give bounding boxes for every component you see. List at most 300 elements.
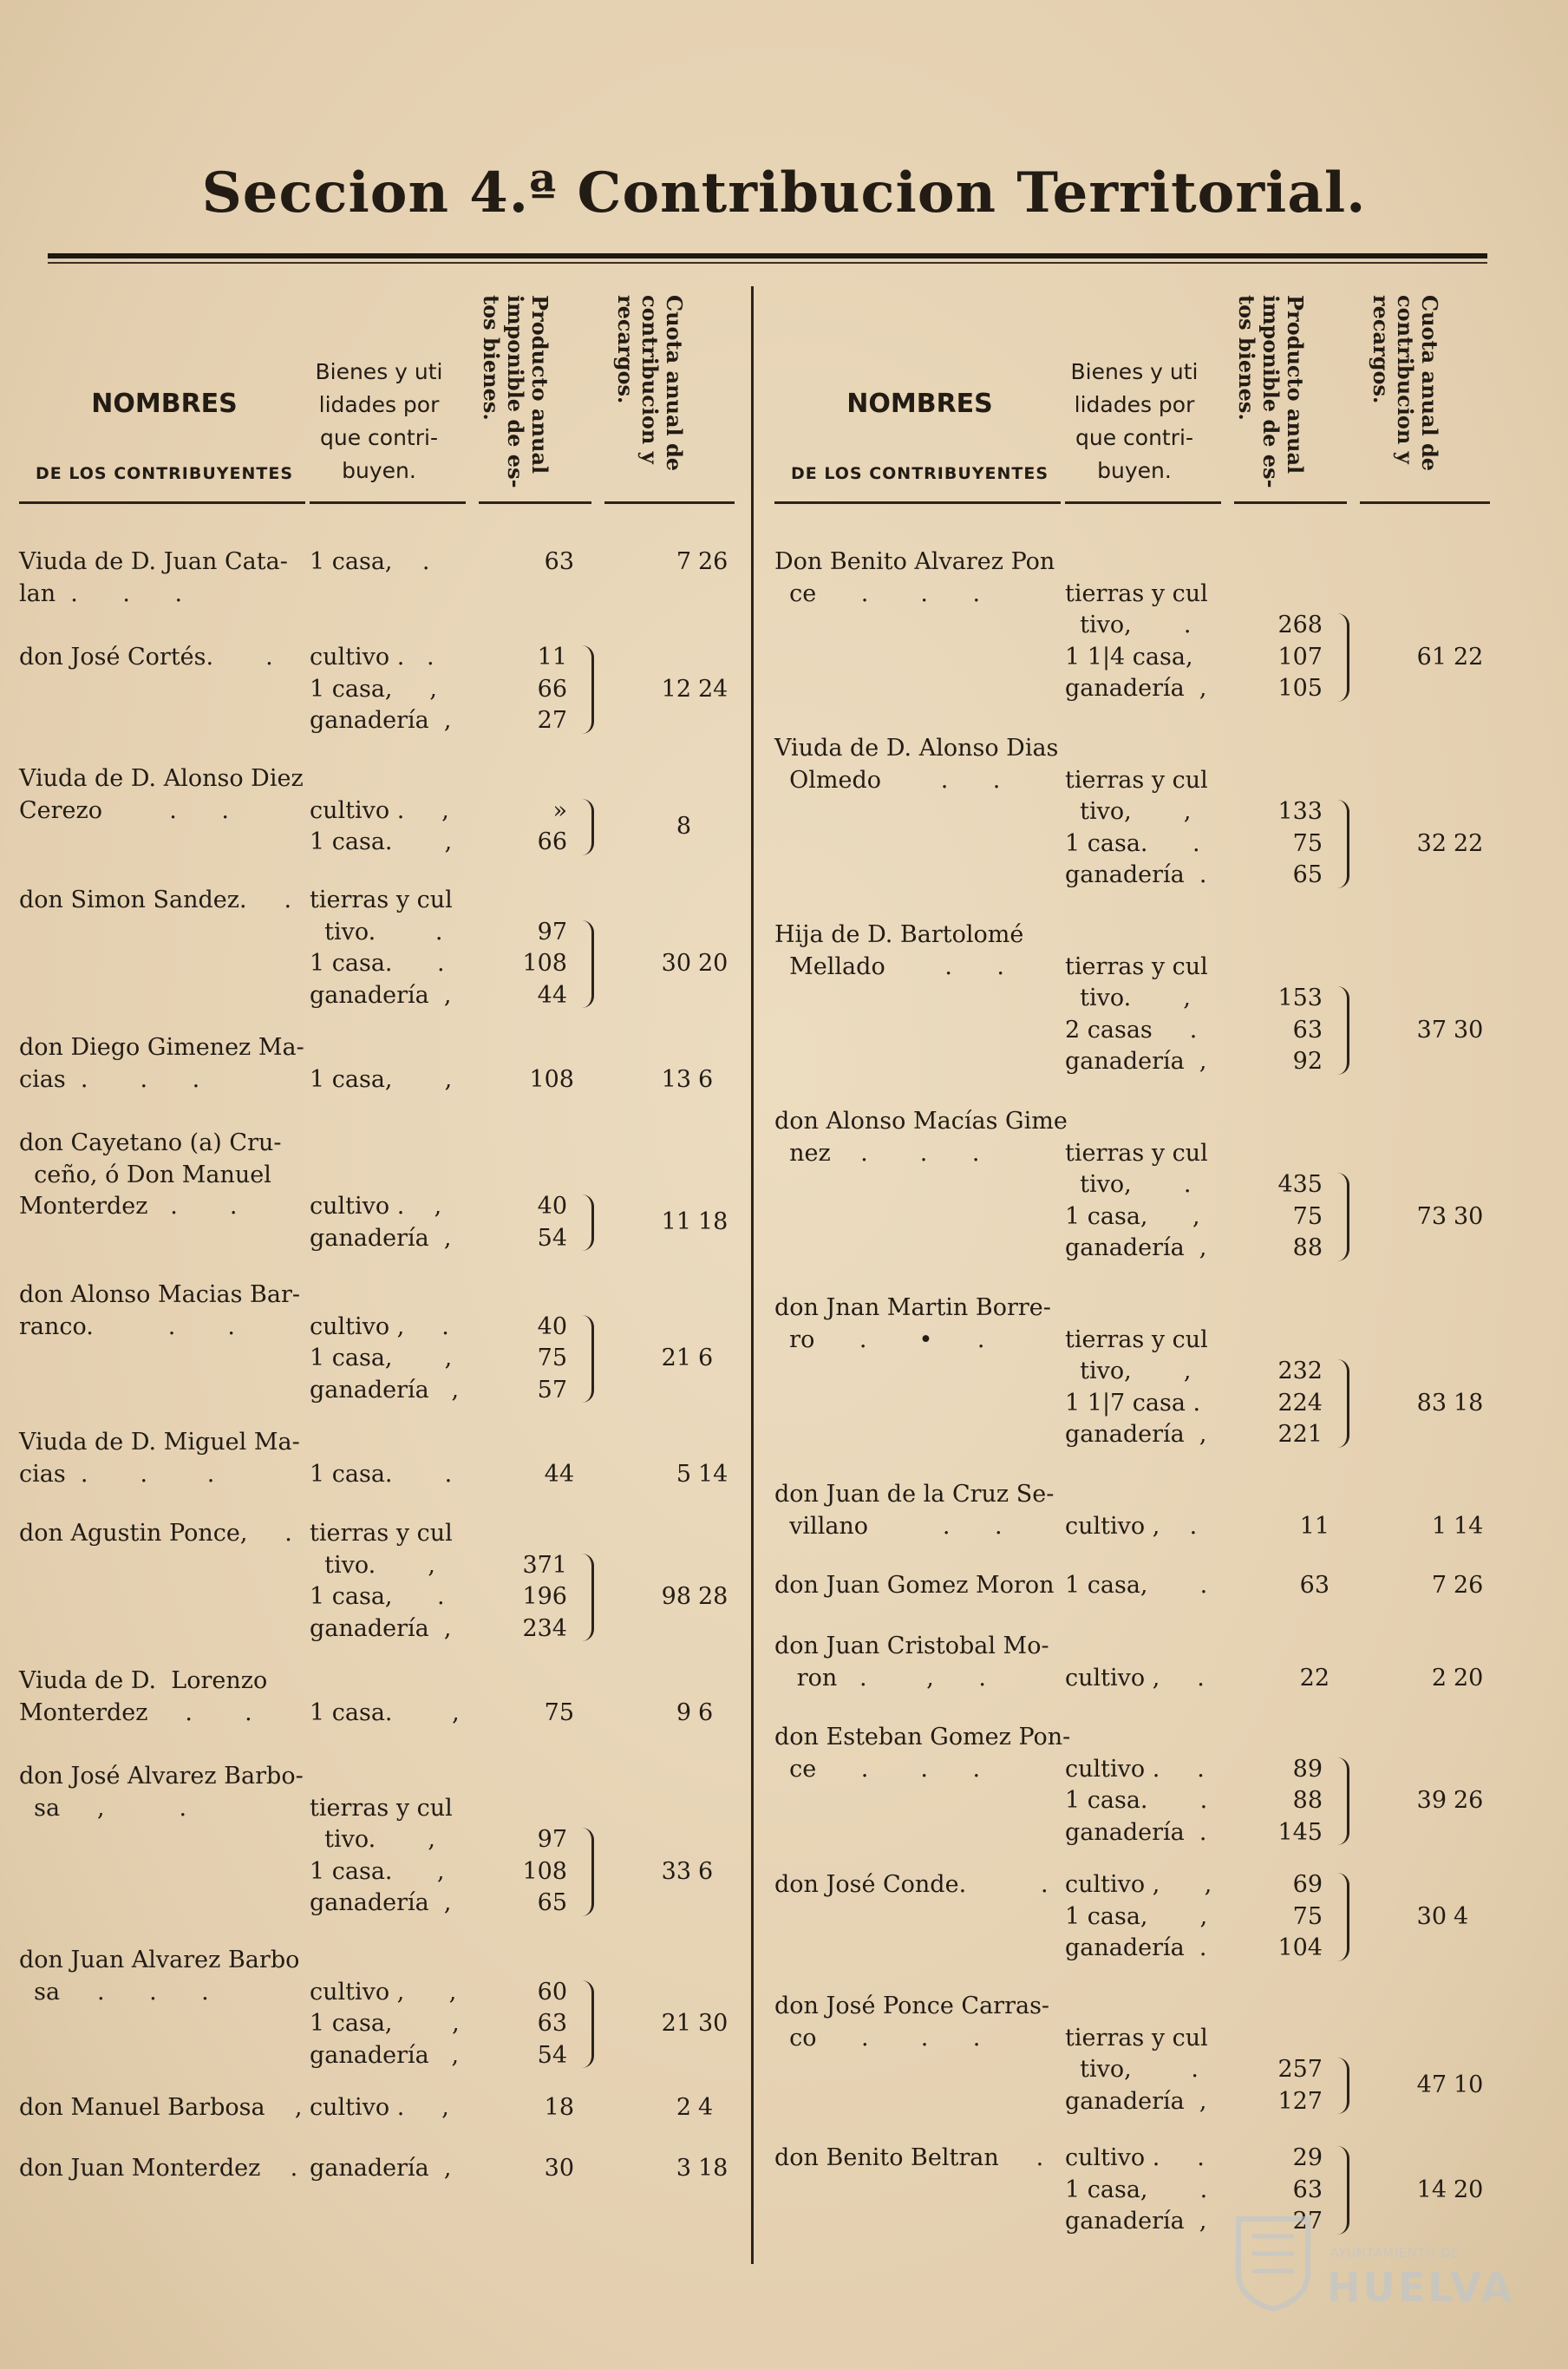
brace xyxy=(1330,1173,1349,1261)
product-value: 234 xyxy=(522,1614,567,1642)
name-line: villano . . xyxy=(774,1512,1003,1540)
goods-list xyxy=(1065,733,1221,892)
name-line: don José Ponce Carras- xyxy=(774,1993,1050,2019)
product-values xyxy=(1225,733,1347,892)
table-row xyxy=(774,1722,1494,1852)
product-value: 268 xyxy=(1277,612,1323,638)
product-value: 221 xyxy=(1277,1421,1323,1448)
name-line: Don Benito Alvarez Pon xyxy=(774,548,1055,575)
goods-line xyxy=(310,1945,466,1977)
product-value: 27 xyxy=(537,707,567,734)
goods-list xyxy=(310,885,466,1011)
name-line: don Simon Sandez. . xyxy=(19,887,292,913)
goods-line xyxy=(310,1160,466,1192)
name-line: Viuda de D. Juan Cata- xyxy=(19,548,288,575)
goods-line xyxy=(310,1032,466,1064)
cuota-reales: 39 xyxy=(1416,1787,1447,1814)
contributor-name xyxy=(19,546,305,610)
contributor-name xyxy=(774,1631,1061,1694)
product-value: 88 xyxy=(1292,1787,1323,1814)
goods-line xyxy=(310,1279,466,1312)
goods-line: cultivo . . xyxy=(1065,1755,1205,1783)
goods-list xyxy=(310,2153,466,2185)
goods-line xyxy=(310,763,466,795)
product-value: » xyxy=(552,796,567,824)
product-values xyxy=(470,642,591,737)
header-underline xyxy=(19,501,305,504)
goods-line: 1 casa. . xyxy=(310,1460,453,1488)
goods-line: tierras y cul xyxy=(1065,952,1208,980)
product-value: 108 xyxy=(522,950,567,977)
cuota-reales: 61 xyxy=(1416,643,1447,671)
name-line: don Juan Alvarez Barbo xyxy=(19,1947,300,1973)
brace xyxy=(1330,1359,1349,1448)
goods-line: cultivo . , xyxy=(310,796,449,824)
name-line: don Juan Gomez Moron xyxy=(774,1572,1055,1599)
table-row xyxy=(19,1279,739,1410)
goods-line: ganadería , xyxy=(1065,2208,1207,2235)
name-line: Monterdez . . xyxy=(19,1193,238,1220)
product-value: 66 xyxy=(537,675,567,703)
goods-list xyxy=(310,1761,466,1920)
table-row xyxy=(19,2092,739,2136)
table-row xyxy=(19,2153,739,2196)
goods-line: tierras y cul xyxy=(1065,766,1208,794)
contributor-name xyxy=(774,733,1061,796)
product-value xyxy=(1225,919,1347,952)
contributor-name xyxy=(774,2143,1061,2175)
product-value: 63 xyxy=(544,548,574,575)
name-line: don Alonso Macias Bar- xyxy=(19,1281,300,1308)
goods-list xyxy=(310,1128,466,1254)
contributor-name xyxy=(19,1665,305,1729)
header-underline xyxy=(774,501,1061,504)
goods-list xyxy=(1065,1479,1221,1542)
product-value: 371 xyxy=(522,1551,567,1579)
product-value xyxy=(1225,765,1347,797)
goods-line: tivo, , xyxy=(1065,798,1192,825)
contributor-name xyxy=(19,1128,305,1223)
brace xyxy=(574,1315,594,1404)
brace xyxy=(1330,613,1349,702)
product-value: 63 xyxy=(1292,1016,1323,1044)
goods-line: 1 casa, , xyxy=(310,2010,460,2037)
brace xyxy=(574,1828,594,1916)
page-title: Seccion 4.ª Contribucion Territorial. xyxy=(201,160,1367,226)
goods-list xyxy=(1065,2143,1221,2238)
cuota-reales: 98 xyxy=(661,1583,691,1610)
goods-line xyxy=(310,1665,466,1698)
contributor-name xyxy=(19,885,305,917)
cuota-maravedis: 20 xyxy=(1454,1664,1484,1692)
name-line: don Manuel Barbosa , xyxy=(19,2094,303,2121)
product-value: 97 xyxy=(537,1826,567,1853)
cuota-maravedis: 4 xyxy=(1454,1902,1469,1930)
header-bienes: Bienes y uti lidades por que contri- buyen. xyxy=(315,359,443,483)
goods-line xyxy=(1065,1479,1221,1511)
product-value: 88 xyxy=(1292,1234,1323,1261)
product-values xyxy=(1225,919,1347,1078)
product-value xyxy=(470,1427,591,1459)
name-line: don Diego Gimenez Ma- xyxy=(19,1034,304,1061)
product-value xyxy=(470,1665,591,1698)
cuota-reales: 13 xyxy=(661,1065,691,1093)
product-values xyxy=(470,1032,591,1096)
cuota-maravedis: 30 xyxy=(698,2010,728,2037)
contributor-name xyxy=(774,546,1061,610)
table-row xyxy=(19,642,739,746)
product-value xyxy=(470,1793,591,1825)
cuota-maravedis: 20 xyxy=(1454,2176,1484,2203)
product-value xyxy=(470,1032,591,1064)
product-value: 196 xyxy=(522,1583,567,1610)
header-producto: Producto anual imponible de es- tos bienes. xyxy=(479,295,552,488)
goods-list xyxy=(1065,1292,1221,1451)
product-value xyxy=(1225,1722,1347,1754)
header-underline xyxy=(1360,501,1490,504)
cuota-maravedis: 6 xyxy=(698,1065,714,1093)
title-rule-thin xyxy=(48,262,1487,264)
goods-line: ganadería , xyxy=(1065,1421,1207,1448)
goods-line xyxy=(1065,1631,1221,1663)
brace xyxy=(1330,1757,1349,1846)
cuota-reales: 2 xyxy=(676,2094,691,2121)
cuota-maravedis: 18 xyxy=(698,1208,728,1236)
product-value: 75 xyxy=(1292,1202,1323,1230)
product-value xyxy=(1225,1631,1347,1663)
brace xyxy=(574,645,594,734)
goods-line: ganadería , xyxy=(310,1224,452,1252)
header-underline xyxy=(1065,501,1221,504)
name-line: ce . . . xyxy=(774,579,981,607)
name-line: ranco. . . xyxy=(19,1312,235,1340)
goods-line: tivo. , xyxy=(310,1551,435,1579)
goods-line: 1 casa. , xyxy=(310,1857,445,1885)
product-value xyxy=(1225,952,1347,984)
column-divider xyxy=(751,286,754,2264)
goods-line: 1 1|4 casa, xyxy=(1065,643,1193,671)
product-value: 60 xyxy=(537,1978,567,2006)
goods-list xyxy=(310,1032,466,1096)
goods-list xyxy=(310,642,466,737)
goods-line: ganadería , xyxy=(310,2155,452,2182)
product-value: 63 xyxy=(1299,1572,1330,1599)
product-value xyxy=(1225,2023,1347,2055)
contributor-name xyxy=(19,2092,305,2124)
cuota-maravedis: 14 xyxy=(1454,1512,1484,1540)
name-line: don Cayetano (a) Cru- xyxy=(19,1129,282,1156)
name-line: don Juan de la Cruz Se- xyxy=(774,1481,1055,1508)
watermark xyxy=(1223,2203,1515,2325)
goods-line: 1 casa, . xyxy=(1065,1572,1208,1599)
table-row xyxy=(774,1869,1494,1973)
header-cuota: Cuota anual de contribucion y recargos. xyxy=(613,295,687,472)
name-line: Viuda de D. Lorenzo xyxy=(19,1667,268,1694)
header-bienes: Bienes y uti lidades por que contri- buyen. xyxy=(1070,359,1199,483)
product-value: 75 xyxy=(544,1698,574,1726)
cuota-maravedis: 20 xyxy=(698,950,728,977)
contributor-name xyxy=(19,1427,305,1490)
product-value: 107 xyxy=(1277,643,1323,671)
contributor-name xyxy=(774,1991,1061,2054)
name-line: Hija de D. Bartolomé xyxy=(774,921,1024,948)
table-row xyxy=(19,763,739,867)
product-value xyxy=(1225,1138,1347,1170)
product-value: 27 xyxy=(1292,2208,1323,2235)
goods-line: cultivo . . xyxy=(1065,2144,1205,2171)
product-value: 63 xyxy=(1292,2176,1323,2203)
goods-line: 1 casa, , xyxy=(1065,1902,1208,1930)
goods-line: 1 casa, . xyxy=(1065,2176,1208,2203)
contributor-name xyxy=(19,1032,305,1096)
name-line: cias . . . xyxy=(19,1460,215,1488)
brace xyxy=(1330,986,1349,1075)
goods-line: tierras y cul xyxy=(1065,579,1208,607)
table-row xyxy=(19,1761,739,1921)
name-line: Olmedo . . xyxy=(774,766,1001,794)
product-value: 105 xyxy=(1277,675,1323,702)
goods-line: 1 casa, , xyxy=(310,675,438,703)
goods-line: 1 casa. , xyxy=(310,1698,460,1726)
product-value xyxy=(470,1160,591,1192)
goods-line: tierras y cul xyxy=(310,1794,453,1822)
table-row xyxy=(774,733,1494,898)
product-value: 22 xyxy=(1299,1664,1330,1692)
shield-logo-icon xyxy=(1232,2212,1315,2314)
product-value: 40 xyxy=(537,1312,567,1340)
goods-line: ganadería , xyxy=(310,2041,460,2069)
name-line: nez . . . xyxy=(774,1139,980,1167)
cuota-maravedis: 6 xyxy=(698,1698,714,1726)
contributor-name xyxy=(774,1570,1061,1602)
goods-line: cultivo , , xyxy=(310,1978,457,2006)
goods-line: ganadería , xyxy=(310,1614,452,1642)
contributor-name xyxy=(774,1292,1061,1356)
product-value: 232 xyxy=(1277,1358,1323,1384)
goods-line xyxy=(310,1761,466,1793)
goods-line: tierras y cul xyxy=(310,1520,453,1547)
name-line: ceño, ó Don Manuel xyxy=(19,1161,271,1188)
product-value: 108 xyxy=(529,1065,574,1093)
product-value: 57 xyxy=(537,1376,567,1404)
contributor-name xyxy=(19,1279,305,1343)
name-line: lan . . . xyxy=(19,579,183,607)
cuota-maravedis: 30 xyxy=(1454,1202,1484,1230)
cuota-maravedis: 26 xyxy=(1454,1572,1484,1599)
cuota-maravedis: 22 xyxy=(1454,643,1484,671)
goods-list xyxy=(310,2092,466,2124)
cuota-maravedis: 14 xyxy=(698,1460,728,1488)
table-row xyxy=(774,1991,1494,2121)
product-value: 108 xyxy=(522,1857,567,1885)
table-row xyxy=(19,1032,739,1110)
goods-line: ganadería . xyxy=(1065,1934,1207,1961)
product-value xyxy=(470,1761,591,1793)
product-values xyxy=(470,763,591,859)
goods-line: ganadería . xyxy=(1065,1818,1207,1846)
cuota-reales: 30 xyxy=(1416,1902,1447,1930)
goods-list xyxy=(1065,1106,1221,1265)
table-row xyxy=(19,1427,739,1505)
product-value: 66 xyxy=(537,828,567,855)
header-producto: Producto anual imponible de es- tos bienes. xyxy=(1234,295,1308,488)
goods-line: 1 casa. . xyxy=(1065,829,1200,857)
contributor-name xyxy=(19,2153,305,2185)
header-underline xyxy=(1234,501,1347,504)
table-row xyxy=(19,1945,739,2075)
contributor-name xyxy=(19,1518,305,1550)
table-row xyxy=(774,1570,1494,1613)
goods-list xyxy=(310,1427,466,1490)
goods-line: 1 1|7 casa . xyxy=(1065,1389,1201,1417)
contributor-name xyxy=(19,642,305,674)
cuota-maravedis: 4 xyxy=(698,2094,714,2121)
product-value: 127 xyxy=(1277,2087,1323,2115)
product-values xyxy=(470,885,591,1011)
cuota-reales: 83 xyxy=(1416,1389,1447,1417)
cuota-maravedis: 26 xyxy=(1454,1787,1484,1814)
cuota-reales: 2 xyxy=(1431,1664,1447,1692)
product-value xyxy=(1225,1325,1347,1357)
contributor-name xyxy=(774,1869,1061,1901)
goods-line: tivo. , xyxy=(310,1826,435,1853)
product-values xyxy=(1225,1106,1347,1265)
product-value: 29 xyxy=(1292,2144,1323,2171)
goods-line: tivo. . xyxy=(310,918,443,946)
cuota-reales: 12 xyxy=(661,675,691,703)
cuota-reales: 21 xyxy=(661,2010,691,2037)
cuota-reales: 14 xyxy=(1416,2176,1447,2203)
table-header xyxy=(774,286,1494,505)
goods-line: 1 casa, . xyxy=(310,548,430,575)
goods-line: cultivo . , xyxy=(310,2094,449,2121)
goods-line xyxy=(1065,1292,1221,1325)
header-underline xyxy=(604,501,735,504)
goods-line: tierras y cul xyxy=(1065,1139,1208,1167)
name-line: don Jnan Martin Borre- xyxy=(774,1294,1051,1321)
product-values xyxy=(470,1128,591,1254)
table-header xyxy=(19,286,739,505)
goods-line: ganadería , xyxy=(310,1889,452,1916)
name-line: don José Conde. . xyxy=(774,1871,1049,1898)
cuota-reales: 5 xyxy=(676,1460,691,1488)
brace xyxy=(574,920,594,1009)
product-values xyxy=(470,1518,591,1645)
name-line: don Alonso Macías Gime xyxy=(774,1108,1068,1135)
name-line: co . . . xyxy=(774,2024,981,2052)
product-value: 435 xyxy=(1277,1171,1323,1198)
cuota-reales: 9 xyxy=(676,1698,691,1726)
goods-line: tivo, . xyxy=(1065,612,1192,638)
name-line: don Agustin Ponce, . xyxy=(19,1520,292,1547)
product-value: 44 xyxy=(544,1460,574,1488)
right-column xyxy=(774,286,1494,2235)
product-value: 104 xyxy=(1277,1934,1323,1961)
product-value: 11 xyxy=(537,644,567,671)
title-rule xyxy=(48,253,1487,258)
product-value: 65 xyxy=(537,1889,567,1916)
contributor-name xyxy=(19,1761,305,1824)
name-line: cias . . . xyxy=(19,1065,200,1093)
goods-line: cultivo , . xyxy=(1065,1512,1198,1540)
goods-line xyxy=(1065,546,1221,579)
product-value: 133 xyxy=(1277,798,1323,825)
contributor-name xyxy=(774,1722,1071,1785)
goods-line: tierras y cul xyxy=(310,887,453,913)
table-row xyxy=(19,1518,739,1648)
watermark-sub: AYUNTAMIENTO DE xyxy=(1330,2247,1460,2261)
goods-line: 1 casa, . xyxy=(310,1583,445,1610)
table-row xyxy=(19,546,739,625)
product-value: 40 xyxy=(537,1193,567,1220)
goods-list xyxy=(1065,1631,1221,1694)
product-value: 89 xyxy=(1292,1755,1323,1783)
product-value: 44 xyxy=(537,981,567,1009)
product-value: 92 xyxy=(1292,1048,1323,1075)
goods-line xyxy=(1065,1106,1221,1138)
product-value xyxy=(470,1945,591,1977)
cuota-maravedis: 30 xyxy=(1454,1016,1484,1044)
contributor-name xyxy=(774,1106,1068,1169)
product-values xyxy=(470,2092,591,2124)
product-value xyxy=(1225,1292,1347,1325)
cuota-reales: 11 xyxy=(661,1208,691,1236)
header-names-sub: DE LOS CONTRIBUYENTES xyxy=(790,464,1049,483)
table-row xyxy=(19,885,739,1015)
goods-line: cultivo . . xyxy=(310,644,434,671)
product-value: 257 xyxy=(1277,2056,1323,2083)
table-row xyxy=(774,546,1494,711)
product-values xyxy=(470,1427,591,1490)
goods-line: 1 casa, , xyxy=(1065,1202,1200,1230)
goods-list xyxy=(310,1665,466,1729)
goods-list xyxy=(1065,1722,1221,1849)
cuota-maravedis: 6 xyxy=(698,1345,714,1371)
name-line: don Benito Beltran . xyxy=(774,2144,1044,2171)
product-values xyxy=(1225,546,1347,705)
brace xyxy=(574,799,594,855)
goods-line: ganadería , xyxy=(1065,1234,1207,1261)
goods-line: ganadería , xyxy=(1065,675,1207,702)
table-row xyxy=(774,1479,1494,1557)
goods-line: ganadería , xyxy=(310,981,452,1009)
goods-line: cultivo , . xyxy=(1065,1664,1205,1692)
brace xyxy=(1330,800,1349,888)
cuota-maravedis: 26 xyxy=(698,548,728,575)
goods-line: tierras y cul xyxy=(1065,1325,1208,1353)
goods-line: 1 casa, , xyxy=(310,1345,453,1371)
name-line: Viuda de D. Alonso Diez xyxy=(19,765,304,792)
product-value: 11 xyxy=(1299,1512,1330,1540)
name-line: sa , . xyxy=(19,1794,187,1822)
product-values xyxy=(1225,1479,1347,1542)
product-value: 75 xyxy=(1292,1902,1323,1930)
product-value: 224 xyxy=(1277,1389,1323,1417)
goods-line: cultivo , , xyxy=(1065,1871,1212,1898)
cuota-maravedis: 10 xyxy=(1454,2071,1484,2099)
header-names: NOMBRES xyxy=(846,389,993,419)
cuota-reales: 32 xyxy=(1416,829,1447,857)
contributor-name xyxy=(19,763,305,827)
goods-line xyxy=(1065,1991,1221,2023)
product-value: 69 xyxy=(1292,1871,1323,1898)
name-line: don Esteban Gomez Pon- xyxy=(774,1724,1071,1751)
product-values xyxy=(1225,1631,1347,1694)
cuota-reales: 73 xyxy=(1416,1202,1447,1230)
goods-list xyxy=(310,546,466,579)
product-value xyxy=(470,763,591,795)
cuota-reales: 37 xyxy=(1416,1016,1447,1044)
